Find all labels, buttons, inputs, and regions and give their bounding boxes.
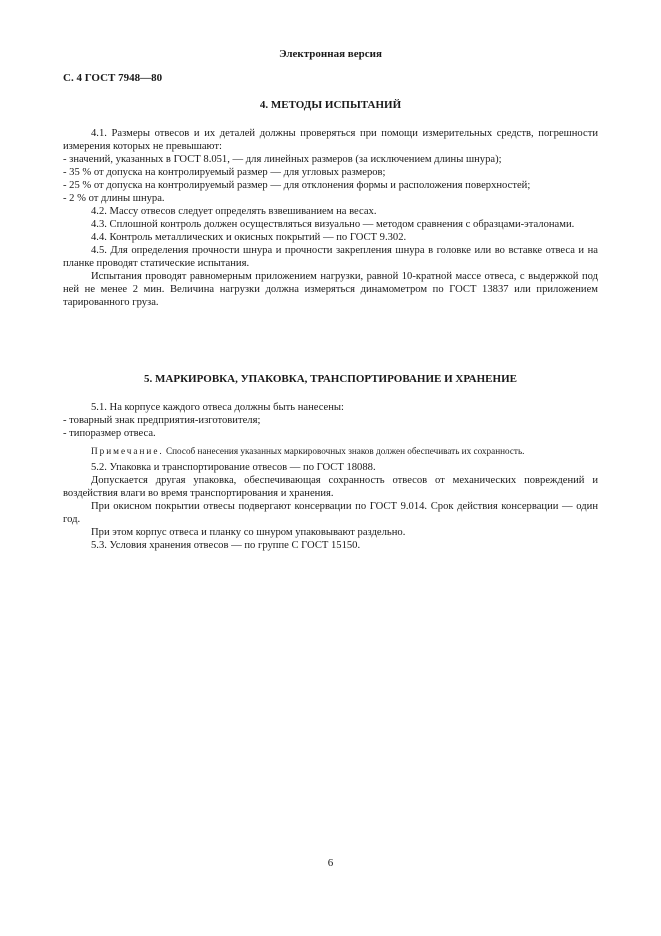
paragraph-4-2: 4.2. Массу отвесов следует определять взвешиванием на весах. [91,206,377,217]
electronic-version-banner: Электронная версия [279,48,382,60]
paragraph-5-1: 5.1. На корпусе каждого отвеса должны быть нанесены: [91,402,344,413]
paragraph-5-2-alt: Допускается другая упаковка, обеспечивающая сохранность отвесов от механических повреждений и воздействия влаги во время транспортирования и хранения. [63,475,598,499]
paragraph-4-3: 4.3. Сплошной контроль должен осуществляться визуально — методом сравнения с образцами-эталонами. [91,219,575,230]
note-label: Примечание. [91,446,164,456]
note [63,445,598,457]
list-item: - 25 % от допуска на контролируемый размер — для отклонения формы и расположения поверхностей; [63,180,531,191]
list-item: - типоразмер отвеса. [63,428,156,439]
section-4-body [63,127,598,309]
paragraph-5-2: 5.2. Упаковка и транспортирование отвесов — по ГОСТ 18088. [91,462,376,473]
note-text: Способ нанесения указанных маркировочных знаков должен обеспечивать их сохранность. [166,446,525,456]
section-4-title: 4. МЕТОДЫ ИСПЫТАНИЙ [259,99,402,111]
list-item: - 35 % от допуска на контролируемый размер — для угловых размеров; [63,167,386,178]
paragraph-4-4: 4.4. Контроль металлических и окисных покрытий — по ГОСТ 9.302. [91,232,407,243]
paragraph-5-2-separate: При этом корпус отвеса и планку со шнуром упаковывают раздельно. [91,527,406,538]
paragraph-4-1: 4.1. Размеры отвесов и их деталей должны проверяться при помощи измерительных средств, погрешности измерения которых не превышают: [63,128,598,152]
paragraph-5-2-conservation: При окисном покрытии отвесы подвергают консервации по ГОСТ 9.014. Срок действия консервации — один год. [63,501,598,525]
section-5-body [63,401,598,552]
paragraph-5-3: 5.3. Условия хранения отвесов — по группе С ГОСТ 15150. [91,540,361,551]
paragraph-4-5-cont: Испытания проводят равномерным приложением нагрузки, равной 10-кратной массе отвеса, с выдержкой под ней не менее 2 мин. Величина нагрузки должна измеряться динамометром по ГОСТ 13837 или приложением тарированного груза. [63,271,598,308]
page-reference: С. 4 ГОСТ 7948—80 [63,72,163,84]
list-item: - 2 % от длины шнура. [63,193,165,204]
page-number: 6 [327,857,334,869]
section-5-title: 5. МАРКИРОВКА, УПАКОВКА, ТРАНСПОРТИРОВАНИЕ И ХРАНЕНИЕ [144,373,517,385]
list-item: - товарный знак предприятия-изготовителя; [63,415,261,426]
paragraph-4-5: 4.5. Для определения прочности шнура и прочности закрепления шнура в головке или во вставке отвеса и на планке проводят статические испытания. [63,245,598,269]
list-item: - значений, указанных в ГОСТ 8.051, — для линейных размеров (за исключением длины шнура); [63,154,502,165]
